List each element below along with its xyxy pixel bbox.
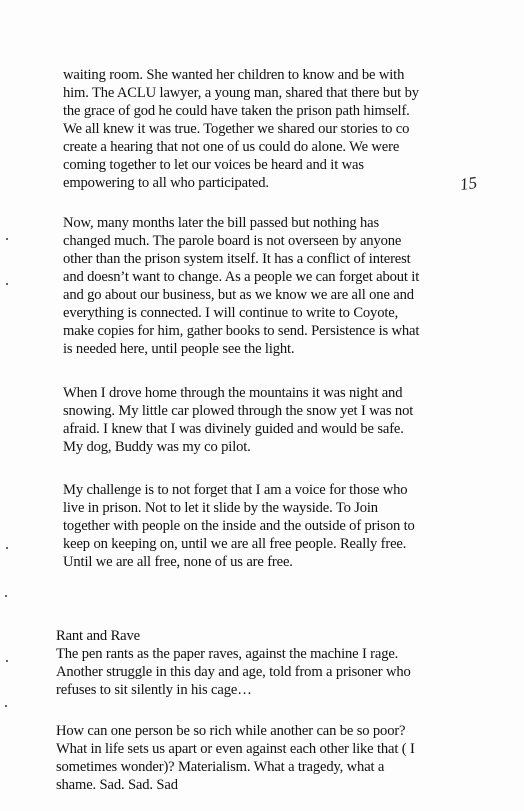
- text-line: him. The ACLU lawyer, a young man, shared that there but by: [63, 85, 419, 101]
- text-line: and go about our business, but as we know we are all one and: [63, 287, 414, 303]
- text-line: keep on keeping on, until we are all free people. Really free.: [63, 536, 407, 552]
- scan-speck: [6, 547, 8, 549]
- text-line: and doesn’t want to change. As a people we can forget about it: [63, 269, 420, 285]
- scan-speck: [6, 283, 8, 285]
- text-line: create a hearing that not one of us could do alone. We were: [63, 139, 400, 155]
- scan-speck: [6, 238, 8, 240]
- text-line: When I drove home through the mountains it was night and: [63, 385, 403, 401]
- scan-speck: [5, 595, 7, 597]
- text-line: other than the prison system itself. It has a conflict of interest: [63, 251, 411, 267]
- text-line: changed much. The parole board is not overseen by anyone: [63, 233, 402, 249]
- text-line: afraid. I knew that I was divinely guided and would be safe.: [63, 421, 404, 437]
- text-line: live in prison. Not to let it slide by the wayside. To Join: [63, 500, 378, 516]
- text-line: make copies for him, gather books to send. Persistence is what: [63, 323, 420, 339]
- text-line: Until we are all free, none of us are free.: [63, 554, 293, 570]
- text-line: Another struggle in this day and age, told from a prisoner who: [56, 664, 411, 680]
- text-line: We all knew it was true. Together we shared our stories to co: [63, 121, 410, 137]
- text-line: My challenge is to not forget that I am a voice for those who: [63, 482, 408, 498]
- text-line: snowing. My little car plowed through the snow yet I was not: [63, 403, 414, 419]
- text-line: My dog, Buddy was my co pilot.: [63, 439, 251, 455]
- section-heading: Rant and Rave: [56, 628, 140, 644]
- text-line: How can one person be so rich while another can be so poor?: [56, 723, 406, 739]
- text-line: everything is connected. I will continue to write to Coyote,: [63, 305, 399, 321]
- text-line: refuses to sit silently in his cage…: [56, 682, 252, 698]
- scan-speck: [6, 660, 8, 662]
- page-number: 15: [458, 172, 479, 195]
- scan-speck: [5, 705, 7, 707]
- text-line: sometimes wonder)? Materialism. What a tragedy, what a: [56, 759, 385, 775]
- text-line: is needed here, until people see the light.: [63, 341, 295, 357]
- text-line: coming together to let our voices be heard and it was: [63, 157, 364, 173]
- text-line: together with people on the inside and the outside of prison to: [63, 518, 415, 534]
- text-line: The pen rants as the paper raves, against the machine I rage.: [56, 646, 399, 662]
- text-line: the grace of god he could have taken the prison path himself.: [63, 103, 410, 119]
- text-line: Now, many months later the bill passed but nothing has: [63, 215, 380, 231]
- text-line: empowering to all who participated.: [63, 175, 269, 191]
- text-line: waiting room. She wanted her children to know and be with: [63, 67, 405, 83]
- text-line: What in life sets us apart or even against each other like that ( I: [56, 741, 415, 757]
- text-line: shame. Sad. Sad. Sad: [56, 777, 178, 793]
